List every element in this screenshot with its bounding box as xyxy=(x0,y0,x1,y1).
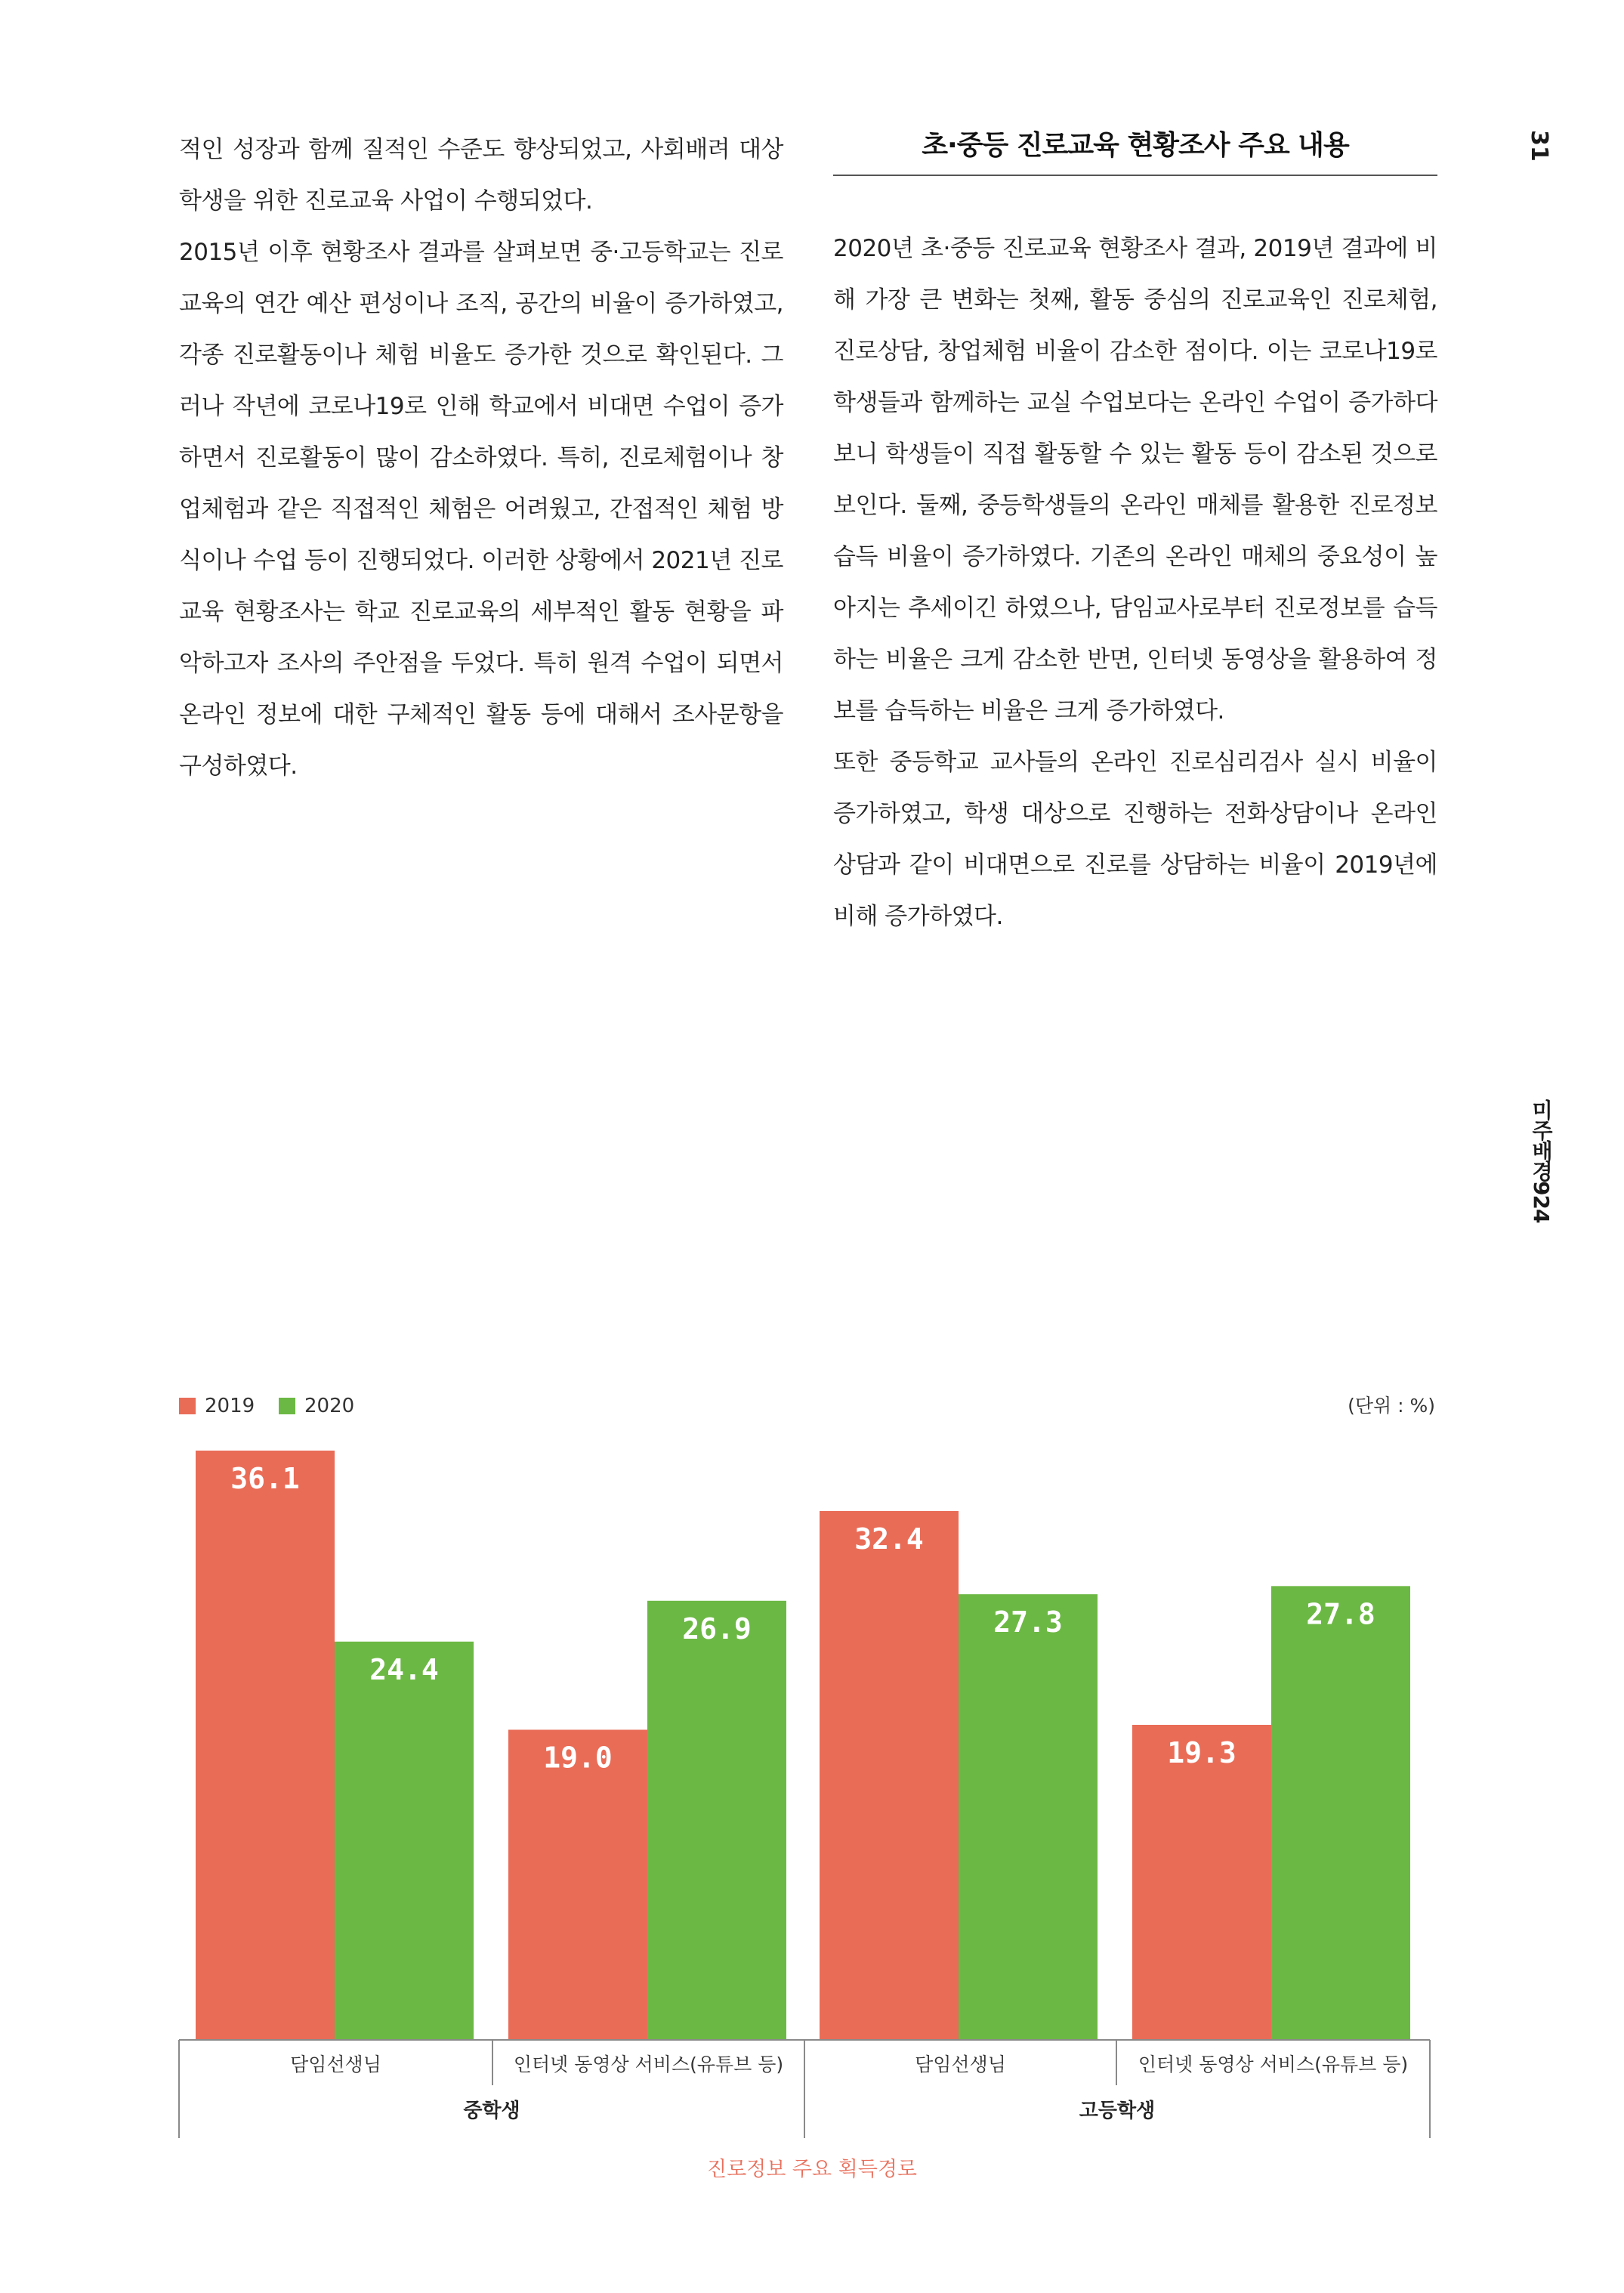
data-label-2019-3: 19.3 xyxy=(1167,1735,1237,1769)
unit-note: (단위 : %) xyxy=(1348,1395,1435,1417)
right-paragraph-1: 2020년 초·중등 진로교육 현황조사 결과, 2019년 결과에 비해 가장 큰 변화는 첫째, 활동 중심의 진로교육인 진로체험, 진로상담, 창업체험 비율이 감소한 점이다. 이는 코로나19로 학생들과 함께하는 교실 수업보다는 온라인 수업이 증가하다 보니 학생들이 직접 활동할 수 있는 활동 등이 감소된 것으로 보인다. 둘째, 중등학생들의 온라인 매체를 활용한 진로정보 습득 비율이 증가하였다. 기존의 온라인 매체의 중요성이 높아지는 추세이긴 하였으나, 담임교사로부터 진로정보를 습득하는 비율은 크게 감소한 반면, 인터넷 동영상을 활용하여 정보를 습득하는 비율은 크게 증가하였다. xyxy=(833,235,1437,725)
data-label-2019-0: 36.1 xyxy=(230,1462,300,1495)
bar-2019-2 xyxy=(820,1511,959,2040)
data-label-2019-2: 32.4 xyxy=(854,1522,924,1556)
group-label-1: 고등학생 xyxy=(1079,2100,1156,2122)
bar-2020-1 xyxy=(647,1601,786,2040)
page-number: 31 xyxy=(1526,130,1552,162)
right-paragraph-2: 또한 중등학교 교사들의 온라인 진로심리검사 실시 비율이 증가하였고, 학생 대상으로 진행하는 전화상담이나 온라인 상담과 같이 비대면으로 진로를 상담하는 비율이 2019년에 비해 증가하였다. xyxy=(833,749,1437,930)
group-label-0: 중학생 xyxy=(463,2100,520,2122)
data-label-2019-1: 19.0 xyxy=(543,1741,613,1775)
bar-2020-2 xyxy=(959,1594,1098,2040)
category-label-3: 인터넷 동영상 서비스(유튜브 등) xyxy=(1138,2054,1409,2075)
left-paragraph-1: 적인 성장과 함께 질적인 수준도 향상되었고, 사회배려 대상 학생을 위한 진로교육 사업이 수행되었다. xyxy=(179,136,783,215)
data-label-2020-2: 27.3 xyxy=(993,1605,1063,1639)
data-label-2020-3: 27.8 xyxy=(1306,1597,1375,1631)
left-paragraph-2: 2015년 이후 현황조사 결과를 살펴보면 중·고등학교는 진로교육의 연간 예산 편성이나 조직, 공간의 비율이 증가하였고, 각종 진로활동이나 체험 비율도 증가한 것으로 확인된다. 그러나 작년에 코로나19로 인해 학교에서 비대면 수업이 증가하면서 진로활동이 많이 감소하였다. 특히, 진로체험이나 창업체험과 같은 직접적인 체험은 어려웠고, 간접적인 체험 방식이나 수업 등이 진행되었다. 이러한 상황에서 2021년 진로교육 현황조사는 학교 진로교육의 세부적인 활동 현황을 파악하고자 조사의 주안점을 두었다. 특히 원격 수업이 되면서 온라인 정보에 대한 구체적인 활동 등에 대해서 조사문항을 구성하였다. xyxy=(179,239,783,780)
category-label-2: 담임선생님 xyxy=(915,2054,1006,2075)
section-title: 초·중등 진로교육 현황조사 주요 내용 xyxy=(922,130,1349,161)
data-label-2020-0: 24.4 xyxy=(369,1652,439,1686)
bar-2019-0 xyxy=(196,1451,335,2040)
category-label-1: 인터넷 동영상 서비스(유튜브 등) xyxy=(513,2054,784,2075)
bar-2019-1 xyxy=(508,1729,647,2040)
chart-caption: 진로정보 주요 획득경로 xyxy=(707,2158,917,2181)
bar-2020-3 xyxy=(1271,1586,1410,2040)
data-label-2020-1: 26.9 xyxy=(682,1612,752,1646)
magazine-name: 미주배경924 xyxy=(1529,1099,1554,1223)
bar-2020-0 xyxy=(335,1642,474,2040)
legend-label-2019: 2019 xyxy=(205,1395,255,1417)
bar-2019-3 xyxy=(1132,1725,1271,2040)
legend-label-2020: 2020 xyxy=(304,1395,355,1417)
category-label-0: 담임선생님 xyxy=(290,2054,381,2075)
